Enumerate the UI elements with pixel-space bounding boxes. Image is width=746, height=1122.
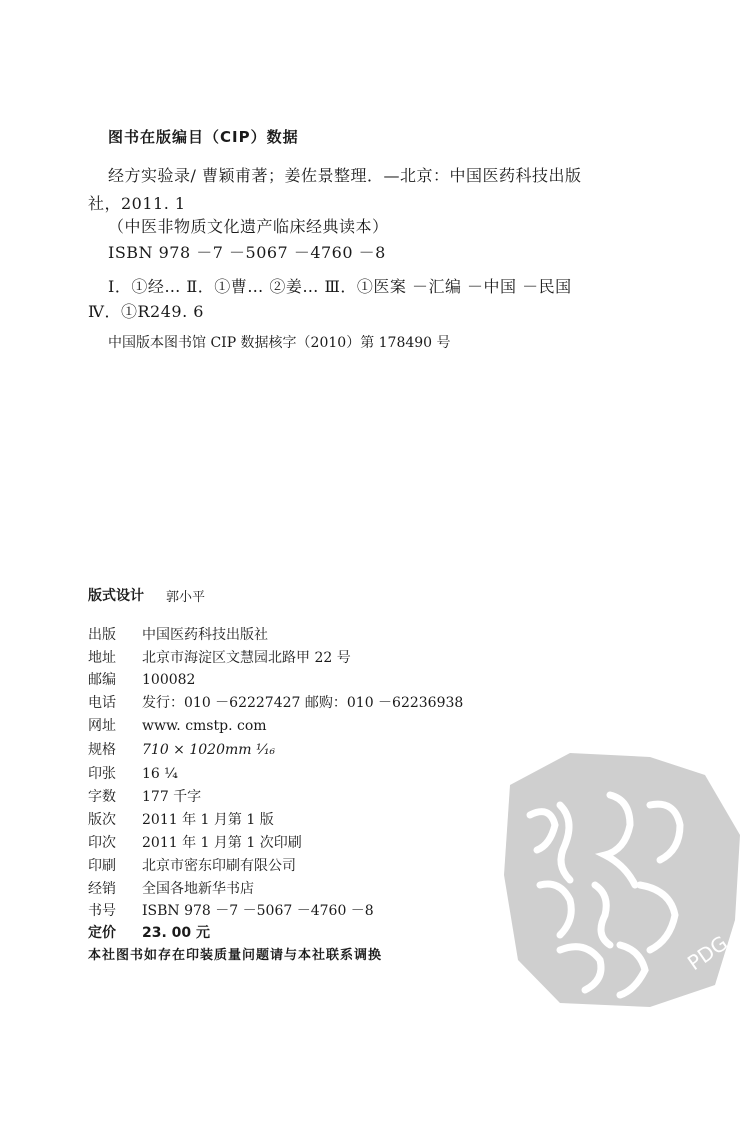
row-value: 710 × 1020mm ¹⁄₁₆ bbox=[142, 742, 276, 758]
row-label: 邮编 bbox=[88, 672, 116, 688]
copyright-row bbox=[88, 809, 274, 829]
row-label: 出版 bbox=[88, 627, 116, 643]
cip-record: 中国版本图书馆 CIP 数据核字（2010）第 178490 号 bbox=[108, 335, 451, 351]
row-label: 电话 bbox=[88, 695, 116, 711]
row-value: www. cmstp. com bbox=[142, 718, 267, 734]
copyright-row bbox=[88, 900, 374, 920]
price-row bbox=[88, 922, 210, 942]
row-value: ISBN 978 －7 －5067 －4760 －8 bbox=[142, 903, 374, 919]
copyright-row bbox=[88, 647, 351, 667]
seal-icon bbox=[500, 745, 745, 1010]
row-label: 定价 bbox=[88, 925, 116, 941]
copyright-row bbox=[88, 715, 267, 735]
row-label: 印张 bbox=[88, 766, 116, 782]
copyright-row bbox=[88, 878, 254, 898]
copyright-row bbox=[88, 669, 195, 689]
row-value: 北京市海淀区文慧园北路甲 22 号 bbox=[142, 650, 351, 666]
copyright-row bbox=[88, 763, 178, 783]
row-value: 2011 年 1 月第 1 次印刷 bbox=[142, 835, 302, 851]
copyright-row bbox=[88, 786, 201, 806]
copyright-row bbox=[88, 855, 296, 875]
copyright-row bbox=[88, 624, 268, 644]
row-label: 网址 bbox=[88, 718, 116, 734]
row-label: 印次 bbox=[88, 835, 116, 851]
cip-heading: 图书在版编目（CIP）数据 bbox=[108, 128, 299, 146]
row-value: 2011 年 1 月第 1 版 bbox=[142, 812, 274, 828]
row-value: 100082 bbox=[142, 672, 196, 688]
copyright-row bbox=[88, 832, 302, 852]
row-label: 印刷 bbox=[88, 858, 116, 874]
copyright-row bbox=[88, 692, 463, 712]
seal-text: PDG bbox=[683, 930, 732, 976]
quality-notice: 本社图书如存在印装质量问题请与本社联系调换 bbox=[88, 948, 383, 963]
row-label: 版次 bbox=[88, 812, 116, 828]
row-label: 书号 bbox=[88, 903, 116, 919]
cip-line-4: ISBN 978 －7 －5067 －4760 －8 bbox=[108, 243, 386, 262]
copyright-row bbox=[88, 739, 275, 759]
cip-line-5: Ⅰ．①经… Ⅱ．①曹… ②姜… Ⅲ．①医案 －汇编 －中国 －民国 bbox=[108, 277, 572, 296]
row-label: 地址 bbox=[88, 650, 116, 666]
row-value: 全国各地新华书店 bbox=[142, 881, 254, 897]
row-value: 北京市密东印刷有限公司 bbox=[142, 858, 296, 874]
cip-line-1: 经方实验录/ 曹颖甫著；姜佐景整理．—北京：中国医药科技出版 bbox=[108, 166, 582, 185]
row-label: 规格 bbox=[88, 742, 116, 758]
library-seal-stamp bbox=[500, 745, 745, 1010]
cip-line-2: 社，2011. 1 bbox=[88, 194, 186, 213]
cip-line-3: （中医非物质文化遗产临床经典读本） bbox=[108, 217, 389, 236]
row-value: 中国医药科技出版社 bbox=[142, 627, 268, 643]
row-value: 23. 00 元 bbox=[142, 925, 211, 941]
row-label: 字数 bbox=[88, 789, 116, 805]
row-value: 16 ¹⁄₄ bbox=[142, 766, 178, 782]
design-label: 版式设计 bbox=[88, 588, 144, 604]
row-label: 经销 bbox=[88, 881, 116, 897]
row-value: 177 千字 bbox=[142, 789, 202, 805]
design-value: 郭小平 bbox=[166, 590, 206, 605]
cip-line-6: Ⅳ．①R249. 6 bbox=[88, 302, 204, 321]
row-value: 发行：010 －62227427 邮购：010 －62236938 bbox=[142, 695, 464, 711]
